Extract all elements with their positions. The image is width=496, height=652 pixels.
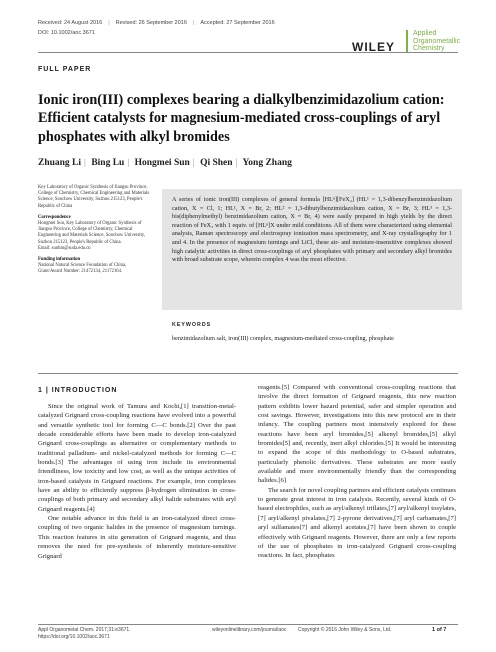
section-heading: 1 | INTRODUCTION xyxy=(38,387,118,394)
body-column-left xyxy=(38,402,236,561)
paragraph: The search for novel coupling partners and efficient catalysts continues to generate great interest in iron catalysis. Recently, several kinds of O-based electrophiles, such as aryl/alkenyl triflates,[7] aryl/alkenyl tosylates,[7] aryl/alkenyl pivalates,[7] 2-pyrone derivatives,[7] aryl carbamates,[7] aryl sulfamates[7] and alkenyl acetates,[7] have been shown to couple effectively with Grignard reagents. However, there are only a few reports of the use of phosphates in iron-catalyzed Grignard cross-coupling reactions. In fact, phosphates xyxy=(258,486,456,560)
divider xyxy=(38,373,458,374)
author-name[interactable]: Zhuang Li xyxy=(38,158,82,168)
correspondence-heading: Correspondence xyxy=(38,214,71,220)
email-link[interactable]: Email: sunhm@suda.edu.cn xyxy=(38,245,91,251)
abstract-text: A series of ionic iron(III) complexes of general formula [HLⁿ][FeX₄] (HL¹ = 1,3-dibenzylbenzimidazolium cation, X = Cl, 1; HL¹, X = Br, 2; HL² = 1,3-dibutylbenzimidazolium cation, X = Br, 3; HL³ = 1,3-bis(diphenylmethyl) benzimidazolium cation, X = Br, 4) were easily prepared in high yields by the direct reaction of FeX₃ with 1 equiv. of [HLⁿ]X under mild conditions. All of them were characterized using elemental analysis, Raman spectroscopy and electrospray ionization mass spectrometry, and X-ray crystallography for 1 and 4. In the presence of magnesium turnings and LiCl, these air- and moisture-insensitive complexes showed high catalytic activities in direct cross-couplings of aryl phosphates with primary and secondary alkyl bromides with broad substrate scope, wherein complex 4 was the most effective. xyxy=(172,196,452,264)
keywords-heading: KEYWORDS xyxy=(172,322,212,328)
date-line xyxy=(38,20,275,26)
paragraph: One notable advance in this field is an iron-catalyzed direct cross-coupling of two organic halides in the presence of magnesium turnings. This reaction features in situ generation of Grignard reagents, and thus removes the need for pre-synthesis of inherently moisture-sensitive Grignard xyxy=(38,515,236,560)
paragraph: Since the original work of Tamura and Kochi,[1] transition-metal-catalyzed Grignard cross-coupling reactions have evolved into a powerful and versatile synthetic tool for forming C—C bonds.[2] Over the past decade considerable efforts have been made to develop iron-catalyzed Grignard cross-couplings as alternative or complementary methods to traditional palladium- and nickel-catalyzed methods for forming C—C bonds.[3] The advantages of using iron include its environmental friendliness, low toxicity and low cost, as well as the unique activities of iron-based catalysts in Grignard reactions. For example, iron complexes have an ability to efficiently suppress β-hydrogen elimination in cross-couplings of both primary and secondary alkyl halide substrates with aryl Grignard reagents.[4] xyxy=(38,403,236,513)
divider xyxy=(38,52,458,53)
paragraph: reagents.[5] Compared with conventional cross-coupling reactions that involve the direct formation of Grignard reagents, this new reaction pattern exhibits lower hazard potential, safer and simpler operation and cost savings. However, investigations into this new protocol are in their infancy. The coupling partners most intensively explored for these reactions have been aryl bromides,[5] alkenyl bromides,[5] alkyl bromides[5] and, recently, inert alkyl chlorides.[5] It would be interesting to expand the scope of this methodology to O-based substrates, particularly phenolic derivatives. These substrates are more easily available and more environmentally friendly than the corresponding halides.[6] xyxy=(258,384,456,485)
journal-site-link[interactable]: wileyonlinelibrary.com/journal/aoc xyxy=(212,627,287,633)
body-column-right xyxy=(258,383,456,561)
divider: | xyxy=(192,20,195,26)
author-name[interactable]: Yong Zhang xyxy=(242,158,292,168)
author-list: Zhuang Li | Bing Lu | Hongmei Sun | Qi Shen | Yong Zhang xyxy=(38,158,292,168)
author-info-sidebar xyxy=(38,185,150,276)
author-name[interactable]: Hongmei Sun xyxy=(134,158,190,168)
keywords-text: benzimidazolium salt, iron(III) complex, magnesium-mediated cross-coupling, phosphate xyxy=(172,335,394,342)
journal-logo-line: Organometallic xyxy=(413,37,461,45)
funding-text: National Natural Science Foundation of China, Grant/Award Number: 21472134, 21172164. xyxy=(38,263,127,275)
article-type: FULL PAPER xyxy=(38,66,92,73)
doi-link[interactable]: https://doi.org/10.1002/aoc.3671 xyxy=(38,634,110,640)
article-title: Ionic iron(III) complexes bearing a dialkylbenzimidazolium cation: Efficient catalysts for magnesium-mediated cross-couplings of aryl phosphates with alkyl bromides xyxy=(38,92,445,145)
logo-bracket-icon xyxy=(406,30,411,52)
received-date: Received: 24 August 2016 xyxy=(38,20,103,26)
journal-logo xyxy=(406,30,460,53)
revised-date: Revised: 26 September 2016 xyxy=(115,20,187,26)
correspondence-text: Hongmei Sun, Key Laboratory of Organic Synthesis of Jiangsu Province, College of Chemistry, Chemical Engineering and Materials Science, Soochow University, Suzhou 215123, People's Republic of China. xyxy=(38,221,146,245)
publisher-logo: WILEY xyxy=(352,40,395,54)
funding-heading: Funding information xyxy=(38,257,81,263)
abstract-box xyxy=(162,189,462,310)
doi[interactable]: DOI: 10.1002/aoc.3671 xyxy=(38,30,95,36)
footer-citation xyxy=(38,627,131,641)
divider: | xyxy=(108,20,110,26)
accepted-date: Accepted: 27 September 2016 xyxy=(200,20,275,26)
affiliation: Key Laboratory of Organic Synthesis of Jiangsu Province, College of Chemistry, Chemical Engineering and Materials Science, Soochow University, Suzhou 215123, People's Republic of China xyxy=(38,185,150,209)
journal-logo-line: Chemistry xyxy=(413,45,445,52)
author-name[interactable]: Bing Lu xyxy=(91,158,125,168)
copyright: Copyright © 2016 John Wiley & Sons, Ltd. xyxy=(298,627,392,633)
citation-text: Appl Organometal Chem. 2017;31:e3671. xyxy=(38,627,131,633)
page-number: 1 of 7 xyxy=(432,627,447,633)
author-name[interactable]: Qi Shen xyxy=(200,158,233,168)
divider xyxy=(38,624,458,625)
journal-logo-line: Applied xyxy=(413,30,437,37)
